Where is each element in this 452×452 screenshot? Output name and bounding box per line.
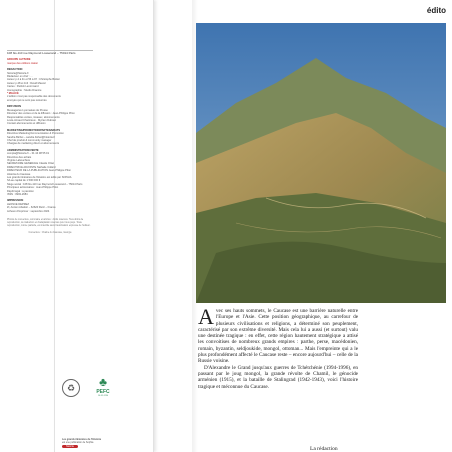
masthead-line: Auteur p.4 à 41 et 56 à 97 : Christophe Bottier [7,78,60,82]
masthead-line: Messageries Lyonnaises de Presse [7,108,48,112]
masthead-lines [7,68,93,213]
footer-line-2: est une publication de Sophia [62,441,94,444]
legal-notice: Photos de couverture, sommaire et articles : droits réservés. Tous droits de reproduction, de traduction et d'adaptation réservés pour tous pays. Toute reproduction, même partielle, est interdite sans l'autorisation expresse de l'éditeur. [7,219,91,228]
masthead-line: LEONCE DEPREZ [7,202,29,206]
pefc-number: 10-31-1234 [97,395,109,397]
masthead-line: ISSN : 0993-2684 [7,193,28,197]
masthead-line: Les grands itinéraires de l'Histoire est édité par SOPHIA [7,176,72,179]
editorial-paragraph-1: Avec ses hauts sommets, le Caucase est une barrière naturelle entre l'Europe et l'Asie. Cette position géographique, au carrefour de plusieurs civilisations et religions, a déterminé son peuplement, caractérisé par son extrême diversité. Mais cela lui a aussi (et surtout) valu une destinée tragique : en effet, cette région hautement stratégique a attisé les convoitises de nombreux grands empires : parthe, perse, macédonien, romain, byzantin, seldjoukide, mongol, ottoman... Mais l'empreinte qui a le plus profondément affecté le Caucase reste – encore aujourd'hui – celle de la Russie voisine. [198,304,358,365]
masthead-line: DIFFUSION [7,105,21,109]
masthead-line: envoyés qui ne sont pas retournés [7,98,47,102]
masthead-line: DIRECTRICE ADJOINTE Nathalie Collard [7,165,56,169]
masthead-line: L'édition n'est pas responsable des documents [7,95,61,99]
editorial-text [198,304,358,390]
cover-credit: Couverture : Chaîne du Caucase, Géorgie [28,232,72,235]
pefc-label: PEFC [96,389,110,395]
masthead-line: historia@historia.fr [7,71,29,75]
masthead-text [7,50,93,235]
masthead-line: Chargée de marketing direct et abonnements [7,142,60,146]
masthead-line: Achevé d'imprimer : septembre 2024 [7,209,50,213]
masthead-line: ZI, Ancien Abattoir – 62620 Ruitz – France [7,206,56,210]
pefc-logo [90,375,116,399]
slip-footer [62,438,148,448]
publisher-address: 108 bis-110 rue Raymond Losserand – 75014 Paris [7,50,93,55]
footer-line-1: Les grands itinéraires de l'Histoire [62,438,102,441]
tree-icon: ♣ [99,375,107,389]
masthead-line: Siège social : 108 bis-110 rue Raymond Losserand – 75014 Paris [7,182,83,186]
masthead-line: Louis-Arnaud Chantrieux · Myriam Dubosc [7,118,57,122]
editorial-paragraph-2: D'Alexandre le Grand jusqu'aux guerres de Tchétchénie (1994-1996), en passant par le joug mongol, la grande révolte de Chamil, le génocide arménien (1915), et la bataille de Stalingrad (1942-1943), voici l'histoire tragique et méconnue du Caucase. [198,364,358,390]
masthead-line: Iconographie : Studio Dracore [7,88,42,92]
publisher-badge: historia [62,445,78,448]
masthead-line: Responsables ventes, réseaux, abonnements [7,115,60,119]
masthead-line: IMPRESSION [7,199,24,203]
caucasus-photo [196,23,446,303]
masthead-line: ADMINISTRATION/VENTE [7,148,39,152]
group-label: GROUPE ALTIVIDE [7,58,31,62]
masthead-line: Chef de produit & community manager [7,138,52,142]
masthead-line: DIRECTEUR DE LA PUBLICATION Jean-Philippe Pilon [7,169,71,173]
masthead-line: * MALICE [7,92,19,96]
masthead-line: Directeur des ventes et de la diffusion : Jean-Philippe Pilon [7,112,75,116]
masthead-line: Sandra Bichet – sandra.bichet@historia.fr [7,135,56,139]
masthead-line: Directrice des achats [7,155,32,159]
masthead-line: MARKETING/PROMOTION/PARTENARIATS [7,128,61,132]
masthead-line: Cartes : Patrick Lenormand [7,85,39,89]
masthead-line: Auteur p.48 et 113 : David Maurel [7,81,46,85]
masthead-line: compta@historia.fr – 01 44 08 55 19 [7,152,49,156]
section-label: édito [426,6,446,15]
mountain-landscape [196,23,446,303]
masthead-line: RÉDACTION [7,68,23,72]
masthead-line: Directrice Marketing/Communication & Promotion [7,132,64,136]
masthead-line: Historia du Caucase [7,172,31,176]
group-sub: marque des éditions Hatier [7,61,38,65]
masthead-line: Contact abonnements et diffusion [7,122,46,126]
masthead-line: Virginie Labouchère [7,158,31,162]
masthead-line: Principaux actionnaires : Jean-Philippe Pilon [7,186,59,190]
masthead-line: SA au capital de 1 500 000 € [7,179,41,183]
masthead-line: Dépôt légal : à parution [7,189,34,193]
masthead-line: SECRÉTAIRE GÉNÉRALE Claude Orlac [7,162,55,166]
certification-logos [62,375,148,405]
editorial-signature: La rédaction [310,446,338,452]
drop-cap: A [198,304,214,329]
masthead-line: Rédacteur en chef : ... [7,75,33,79]
recycle-icon: ♻ [62,379,80,397]
